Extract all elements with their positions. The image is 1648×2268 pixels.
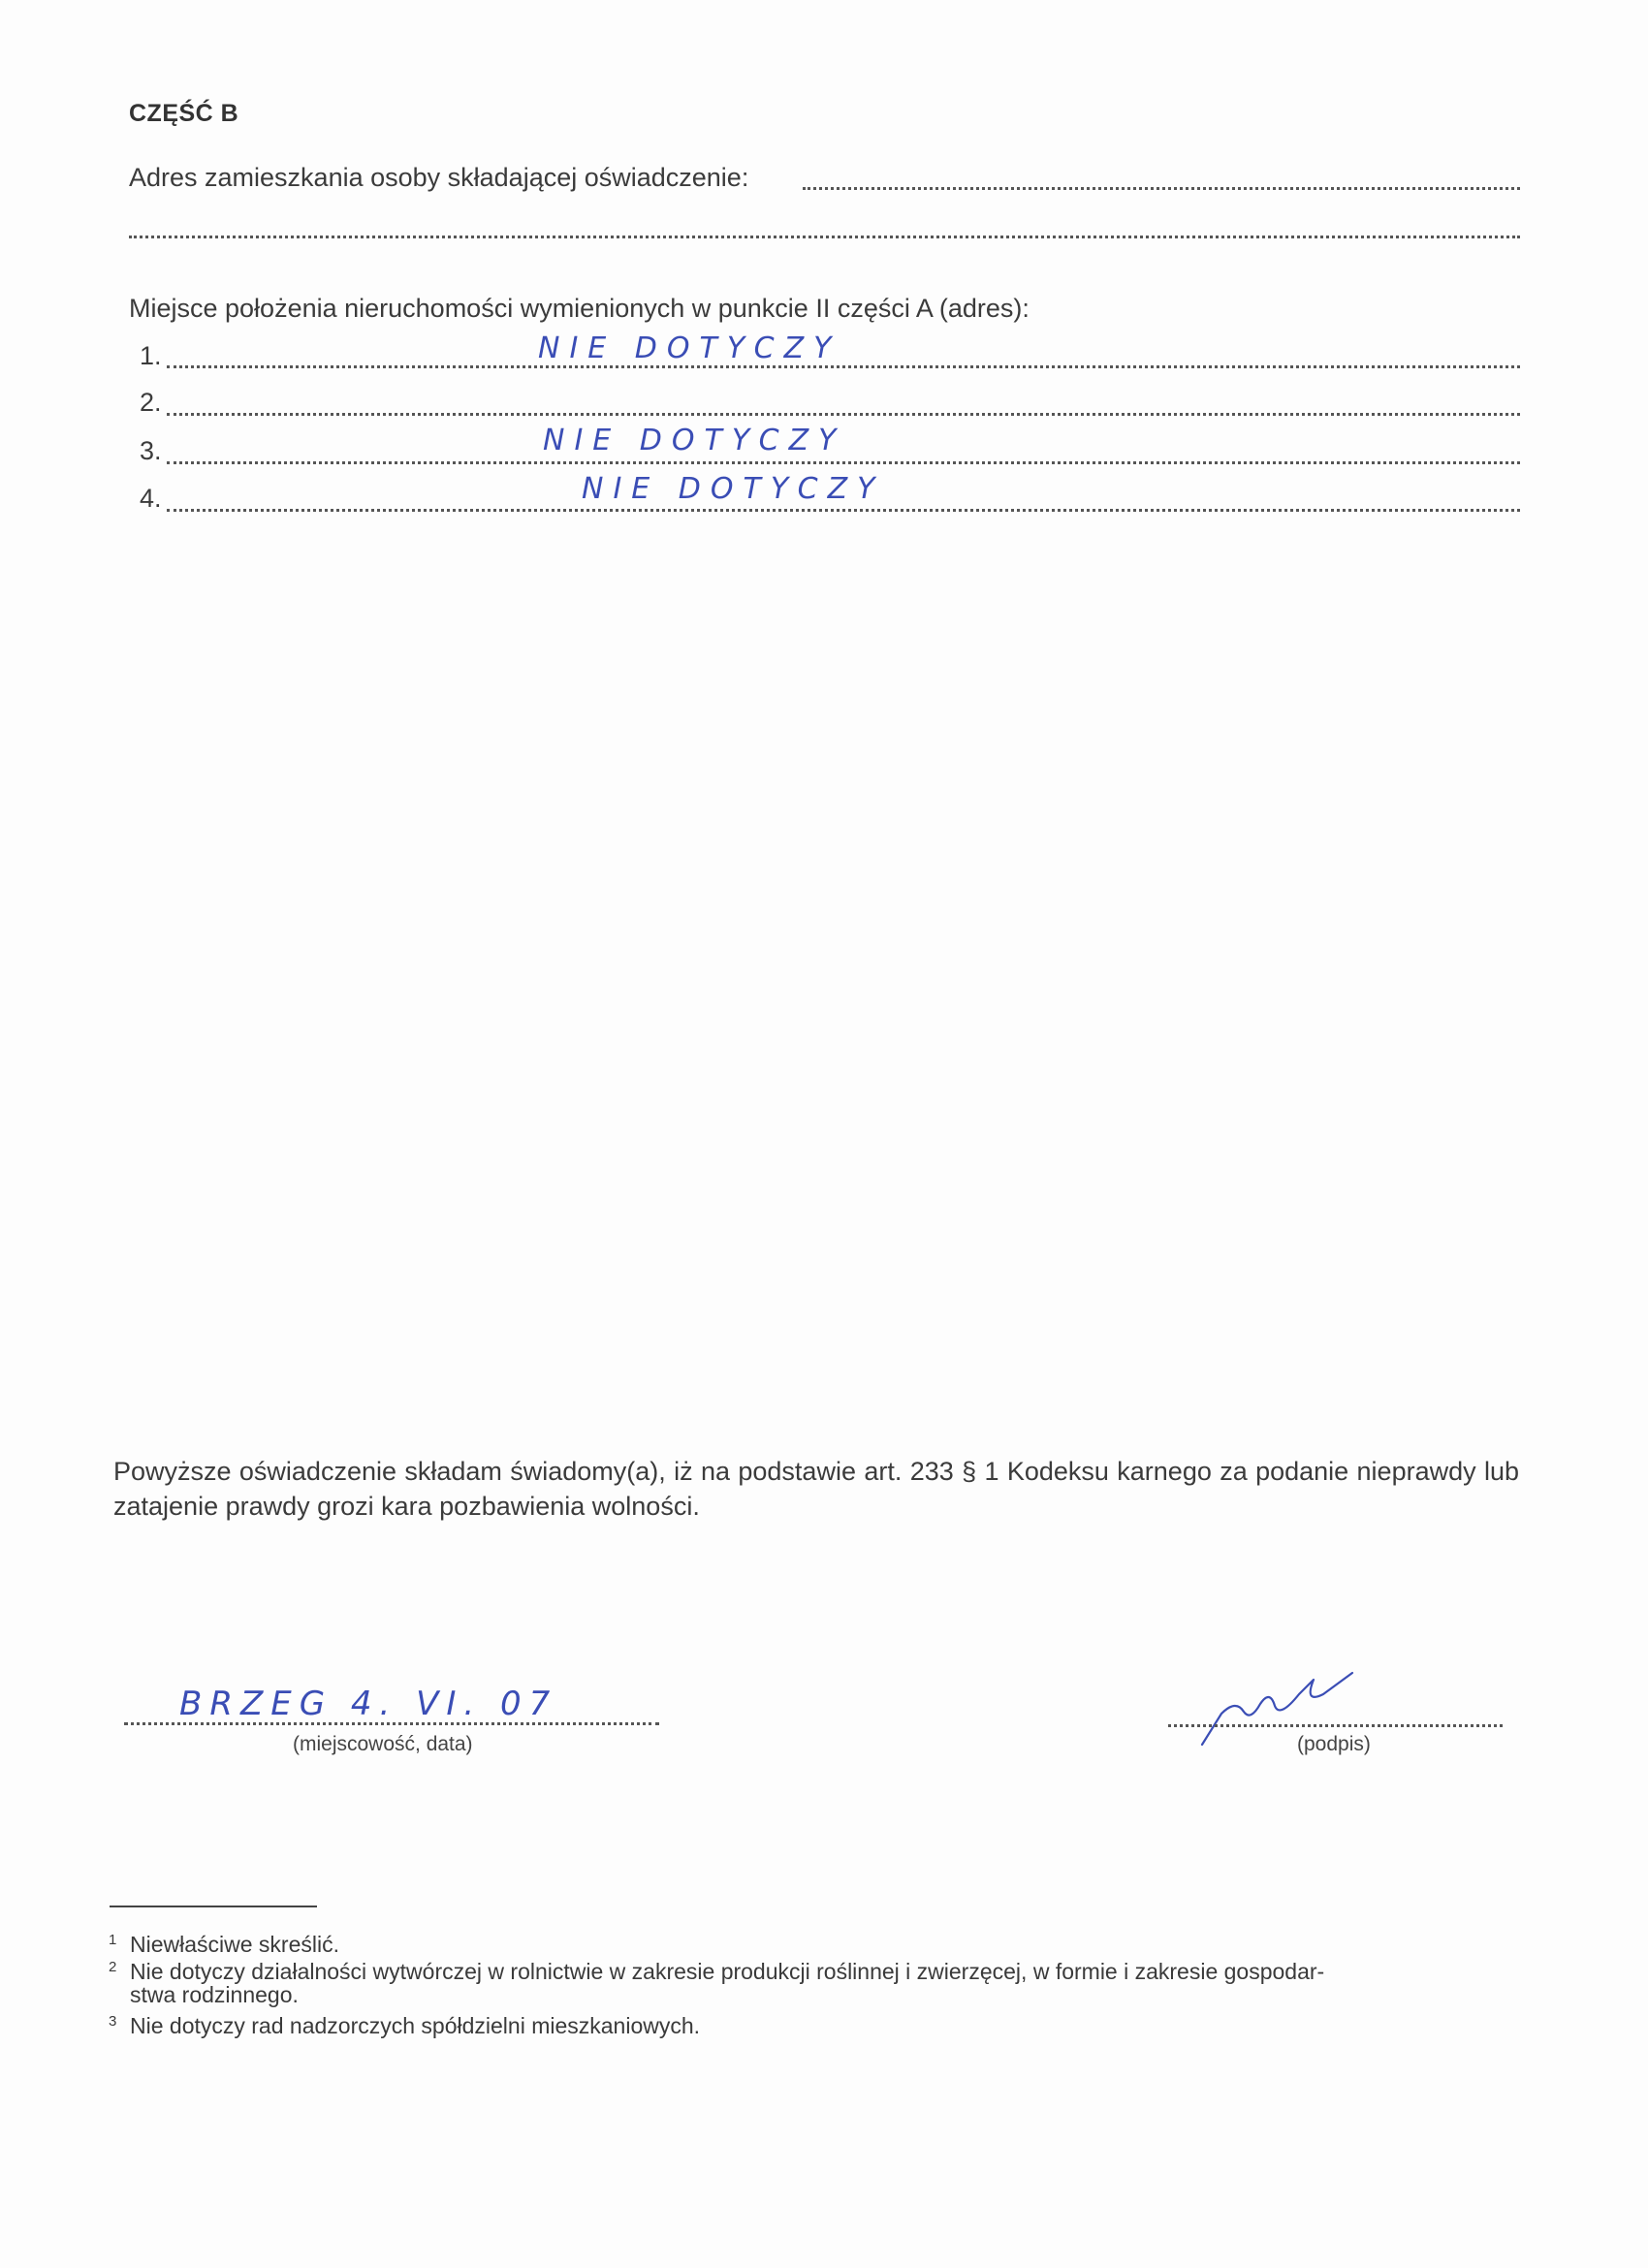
place-date-handwritten: BRZEG 4. VI. 07 xyxy=(179,1685,558,1723)
footnote-separator xyxy=(110,1906,317,1907)
address-dotted-line-1 xyxy=(803,187,1520,190)
property-number-2: 2. xyxy=(140,388,162,417)
place-date-caption: (miejscowość, data) xyxy=(293,1733,473,1755)
footnote-3-marker: 3 xyxy=(109,2013,117,2030)
footnote-1-marker: 1 xyxy=(109,1932,117,1948)
property-line-3 xyxy=(167,461,1520,464)
address-dotted-line-2 xyxy=(129,236,1520,238)
property-number-3: 3. xyxy=(140,436,162,465)
footnote-2-marker: 2 xyxy=(109,1959,117,1975)
signature-caption: (podpis) xyxy=(1297,1733,1371,1755)
property-handwritten-3: NIE DOTYCZY xyxy=(543,424,846,457)
footnote-2-continuation-text: stwa rodzinnego. xyxy=(130,1982,299,2007)
footnote-1-text: Niewłaściwe skreślić. xyxy=(130,1932,339,1957)
property-handwritten-4: NIE DOTYCZY xyxy=(582,472,885,506)
properties-label: Miejsce położenia nieruchomości wymienionych w punkcie II części A (adres): xyxy=(129,294,1030,323)
property-line-2 xyxy=(167,413,1520,416)
footnote-2-continuation xyxy=(109,1981,1524,2008)
signature-dotted-line xyxy=(1168,1724,1503,1727)
footnote-3 xyxy=(109,2008,1524,2039)
property-line-4 xyxy=(167,509,1520,512)
footnote-2-text: Nie dotyczy działalności wytwórczej w rolnictwie w zakresie produkcji roślinnej i zwierzęcej, w formie i zakresie gospodar- xyxy=(130,1959,1325,1984)
property-number-4: 4. xyxy=(140,484,162,513)
section-title: CZĘŚĆ B xyxy=(129,100,239,127)
place-date-dotted-line xyxy=(124,1722,659,1725)
footnote-3-text: Nie dotyczy rad nadzorczych spółdzielni mieszkaniowych. xyxy=(130,2013,701,2038)
property-handwritten-1: NIE DOTYCZY xyxy=(538,331,841,365)
address-label: Adres zamieszkania osoby składającej oświadczenie: xyxy=(129,163,749,192)
property-number-1: 1. xyxy=(140,341,162,370)
property-line-1 xyxy=(167,365,1520,368)
statement-text: Powyższe oświadczenie składam świadomy(a), iż na podstawie art. 233 § 1 Kodeksu karnego za podanie nieprawdy lub zatajenie prawdy grozi kara pozbawienia wolności. xyxy=(113,1457,1519,1521)
